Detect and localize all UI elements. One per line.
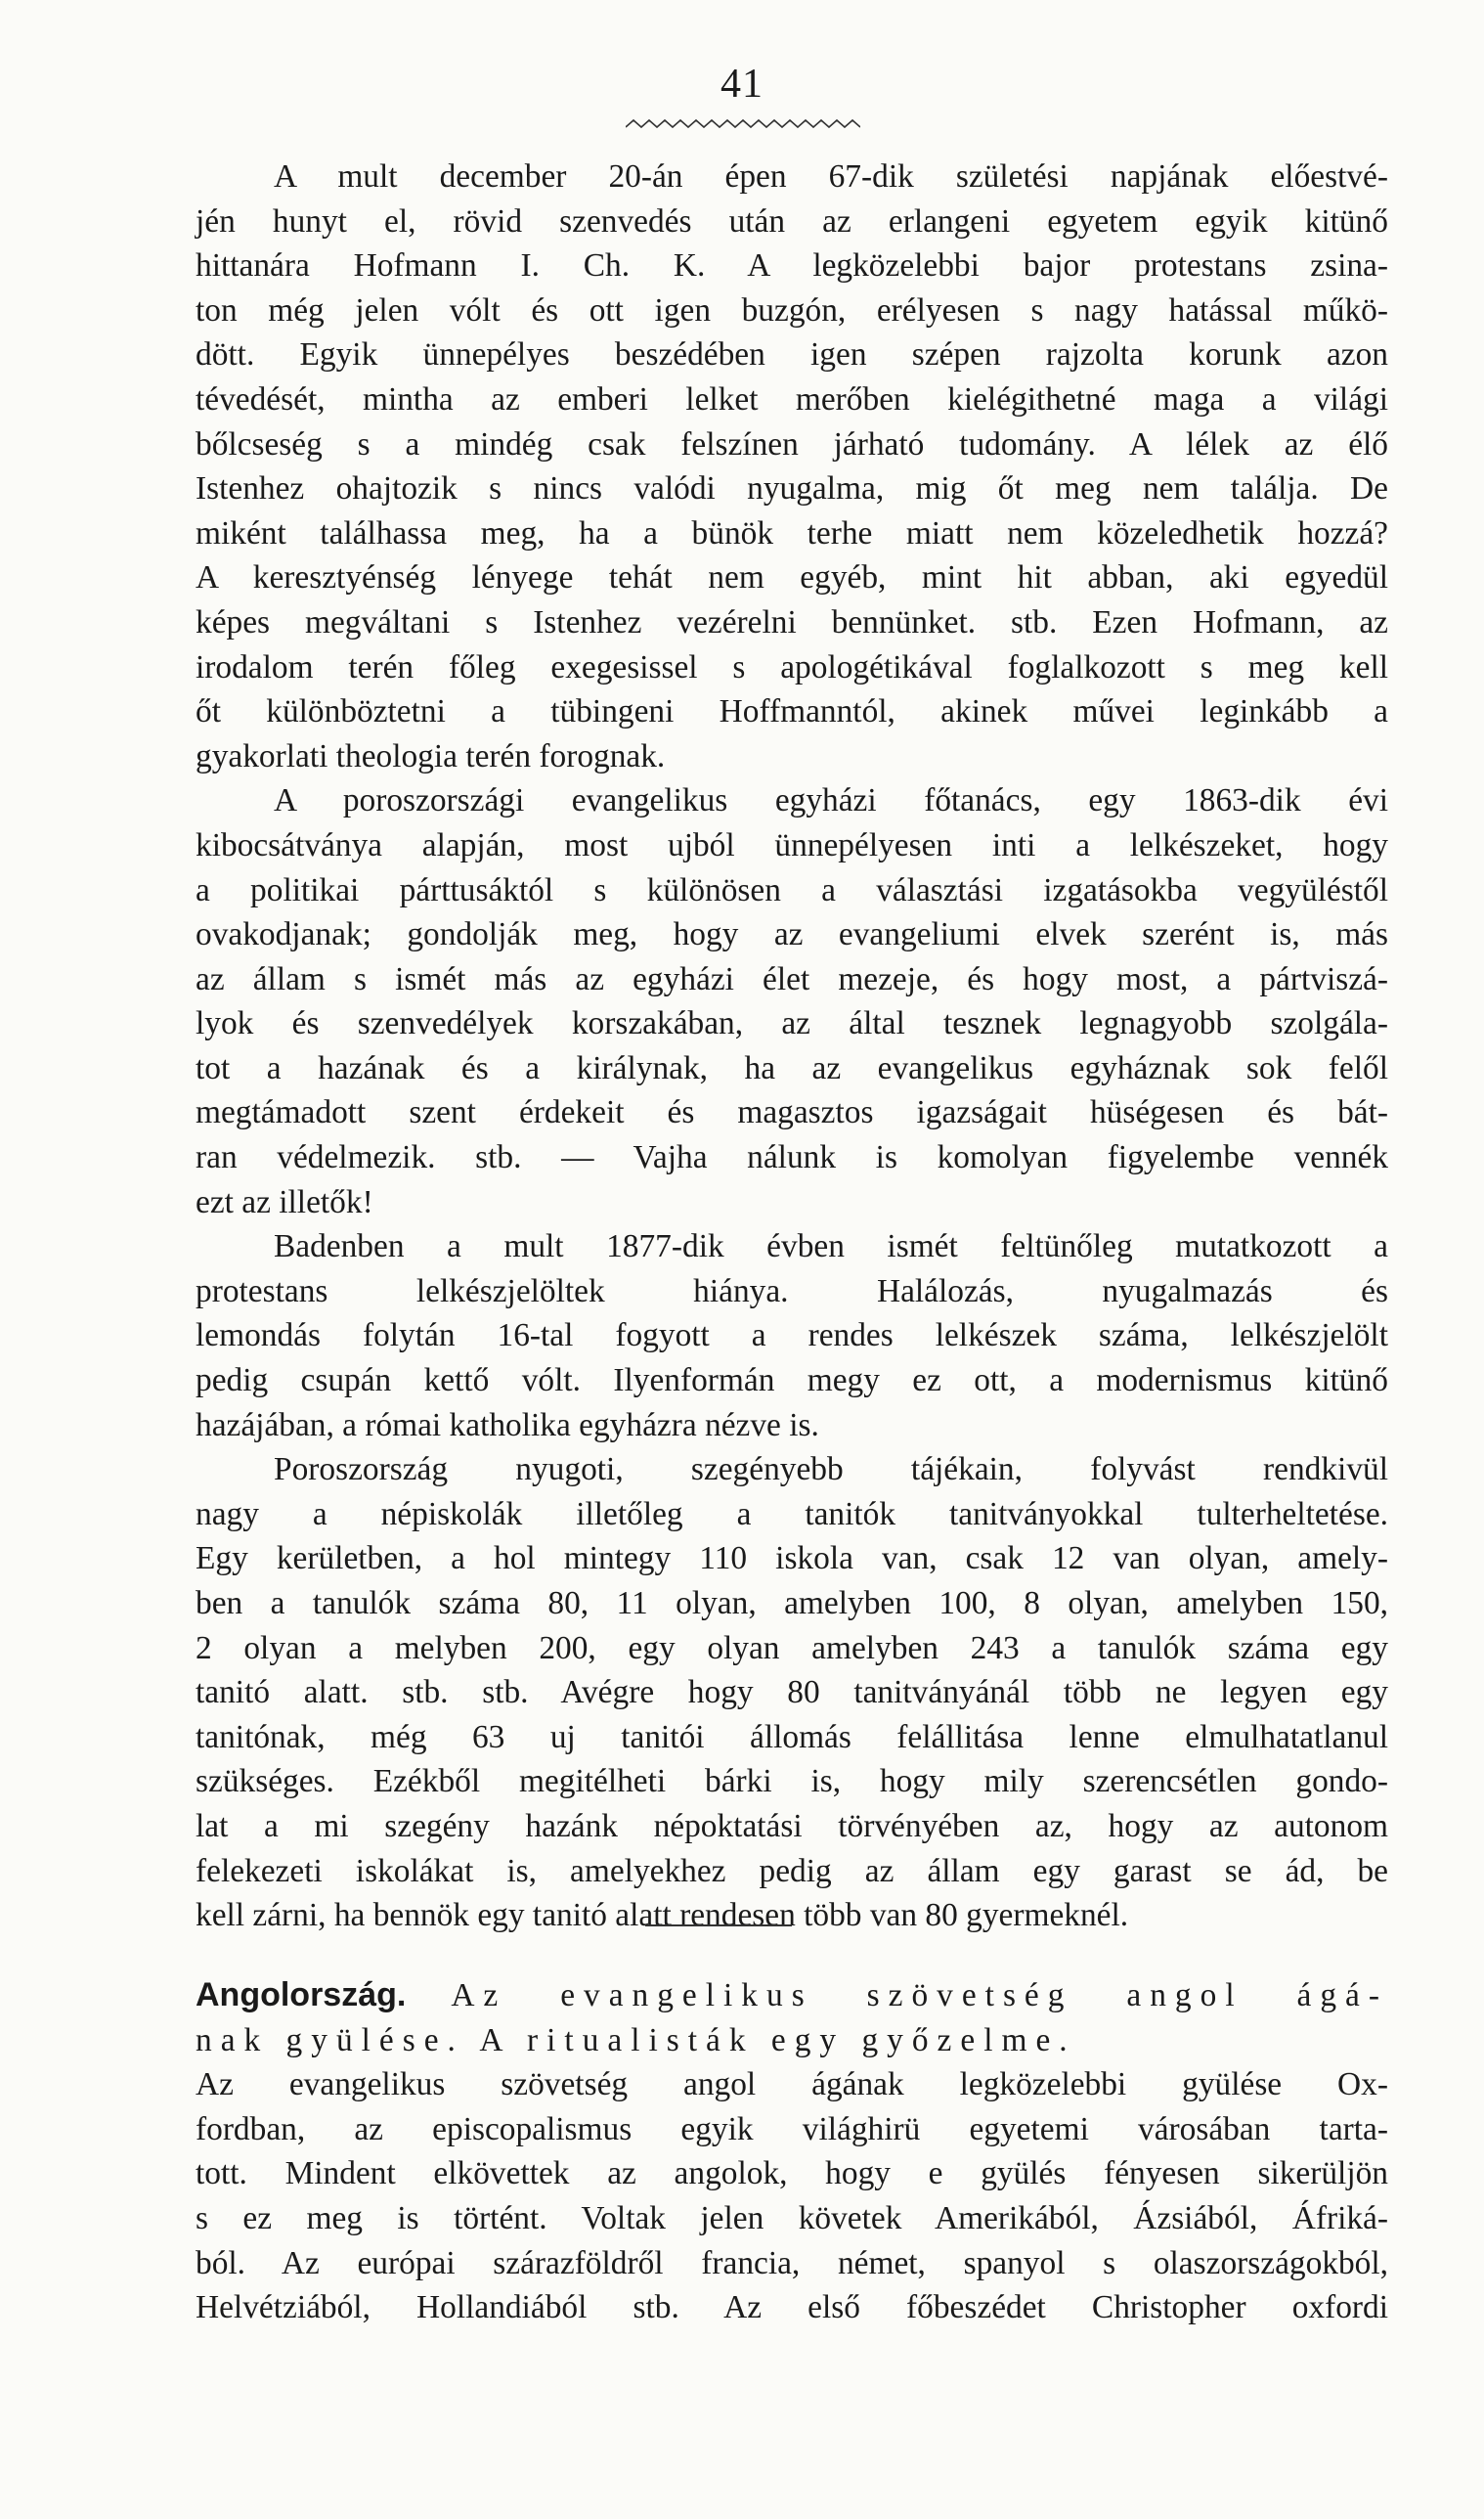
text-line: Poroszország nyugoti, szegényebb tájékain, folyvást rendkivül — [274, 1451, 1388, 1488]
section-text-line: tott. Mindent elkövettek az angolok, hogy e gyülés fényesen sikerüljön — [196, 2155, 1388, 2192]
text-line: miként találhassa meg, ha a bünök terhe miatt nem közeledhetik hozzá? — [196, 514, 1388, 552]
text-line: az állam s ismét más az egyházi élet mezeje, és hogy most, a pártviszá- — [196, 960, 1388, 997]
section-text-line: s ez meg is történt. Voltak jelen követek Amerikából, Ázsiából, Áfriká- — [196, 2199, 1388, 2236]
text-line: ovakodjanak; gondolják meg, hogy az evangeliumi elvek szerént is, más — [196, 916, 1388, 953]
text-line: ran védelmezik. stb. — Vajha nálunk is komolyan figyelembe vennék — [196, 1139, 1388, 1176]
paragraph-prussian-schools — [196, 1447, 1388, 1938]
section-divider — [645, 1924, 792, 1926]
section-text-line: Az evangelikus szövetség angol ágának legközelebbi gyülése Ox- — [196, 2066, 1388, 2103]
text-line: lemondás folytán 16-tal fogyott a rendes lelkészek száma, lelkészjelölt — [196, 1317, 1388, 1354]
section-body — [196, 2062, 1388, 2330]
text-line: A poroszországi evangelikus egyházi főtanács, egy 1863-dik évi — [274, 782, 1388, 819]
text-line: Badenben a mult 1877-dik évben ismét feltünőleg mutatkozott a — [274, 1228, 1388, 1265]
section-heading-line-1 — [196, 1973, 1388, 2018]
section-england — [196, 1973, 1388, 2330]
paragraph-baden — [196, 1224, 1388, 1447]
text-line: ben a tanulók száma 80, 11 olyan, amelyben 100, 8 olyan, amelyben 150, — [196, 1585, 1388, 1621]
text-line: A keresztyénség lényege tehát nem egyéb, mint hit abban, aki egyedül — [196, 559, 1388, 597]
text-line: jén hunyt el, rövid szenvedés után az erlangeni egyetem egyik kitünő — [196, 202, 1388, 240]
text-line: kell zárni, ha bennök egy tanitó alatt rendesen több van 80 gyermeknél. — [196, 1897, 1129, 1934]
text-line: kibocsátványa alapján, most ujból ünnepélyesen inti a lelkészeket, hogy — [196, 826, 1388, 863]
text-line: ezt az illetők! — [196, 1183, 373, 1220]
main-text — [196, 155, 1388, 1938]
text-line: A mult december 20-án épen 67-dik születési napjának előestvé- — [274, 158, 1388, 195]
text-line: tanitónak, még 63 uj tanitói állomás felállitása lenne elmulhatatlanul — [196, 1718, 1388, 1755]
text-line: lyok és szenvedélyek korszakában, az által tesznek legnagyobb szolgála- — [196, 1005, 1388, 1042]
paragraph-hofmann — [196, 155, 1388, 778]
text-line: bőlcseség s a mindég csak felszínen járható tudomány. A lélek az élő — [196, 425, 1388, 463]
text-line: felekezeti iskolákat is, amelyekhez pedig az állam egy garast se ád, be — [196, 1852, 1388, 1889]
text-line: lat a mi szegény hazánk népoktatási törvényében az, hogy az autonom — [196, 1807, 1388, 1844]
text-line: tévedését, mintha az emberi lelket merőben kielégithetné maga a világi — [196, 380, 1388, 418]
text-line: gyakorlati theologia terén forognak. — [196, 737, 666, 774]
text-line: szükséges. Ezékből megitélheti bárki is, hogy mily szerencsétlen gondo- — [196, 1763, 1388, 1800]
text-line: 2 olyan a melyben 200, egy olyan amelyben 243 a tanulók száma egy — [196, 1629, 1388, 1666]
text-line: irodalom terén főleg exegesissel s apologétikával foglalkozott s meg kell — [196, 648, 1388, 685]
text-line: dött. Egyik ünnepélyes beszédében igen szépen rajzolta korunk azon — [196, 336, 1388, 374]
page-number: 41 — [720, 62, 764, 107]
text-line: Istenhez ohajtozik s nincs valódi nyugalma, mig őt meg nem találja. De — [196, 470, 1388, 508]
section-text-line: ból. Az európai szárazföldről francia, német, spanyol s olaszországokból, — [196, 2244, 1388, 2281]
text-line: pedig csupán kettő vólt. Ilyenformán megy ez ott, a modernismus kitünő — [196, 1362, 1388, 1399]
text-line: tanitó alatt. stb. stb. Avégre hogy 80 tanitványánál több ne legyen egy — [196, 1674, 1388, 1711]
text-line: képes megváltani s Istenhez vezérelni bennünket. stb. Ezen Hofmann, az — [196, 603, 1388, 641]
text-line: protestans lelkészjelöltek hiánya. Halálozás, nyugalmazás és — [196, 1272, 1388, 1309]
text-line: hittanára Hofmann I. Ch. K. A legközelebbi bajor protestans zsina- — [196, 247, 1388, 285]
text-line: tot a hazának és a királynak, ha az evangelikus egyháznak sok felől — [196, 1049, 1388, 1086]
section-heading-bold: Angolország. — [196, 1976, 407, 2013]
text-line: ton még jelen vólt és ott igen buzgón, erélyesen s nagy hatással műkö- — [196, 291, 1388, 329]
section-heading-line-2: nak gyülése. A ritualisták egy győzelme. — [196, 2021, 1076, 2058]
paragraph-prussian-council — [196, 778, 1388, 1224]
text-line: Egy kerületben, a hol mintegy 110 iskola van, csak 12 van olyan, amely- — [196, 1540, 1388, 1577]
text-line: megtámadott szent érdekeit és magasztos igazságait hüségesen és bát- — [196, 1094, 1388, 1131]
section-heading-rest-1: Az evangelikus szövetség angol ágá- — [451, 1977, 1388, 2013]
text-line: nagy a népiskolák illetőleg a tanitók tanitványokkal tulterheltetése. — [196, 1495, 1388, 1532]
section-text-line: Helvétziából, Hollandiából stb. Az első főbeszédet Christopher oxfordi — [196, 2289, 1388, 2326]
text-line: őt különböztetni a tübingeni Hoffmanntól, akinek művei leginkább a — [196, 693, 1388, 730]
text-line: a politikai párttusáktól s különösen a választási izgatásokba vegyüléstől — [196, 871, 1388, 908]
section-text-line: fordban, az episcopalismus egyik világhirü egyetemi városában tarta- — [196, 2110, 1388, 2147]
text-line: hazájában, a római katholika egyházra nézve is. — [196, 1406, 819, 1443]
ornament-divider-icon — [626, 115, 860, 133]
